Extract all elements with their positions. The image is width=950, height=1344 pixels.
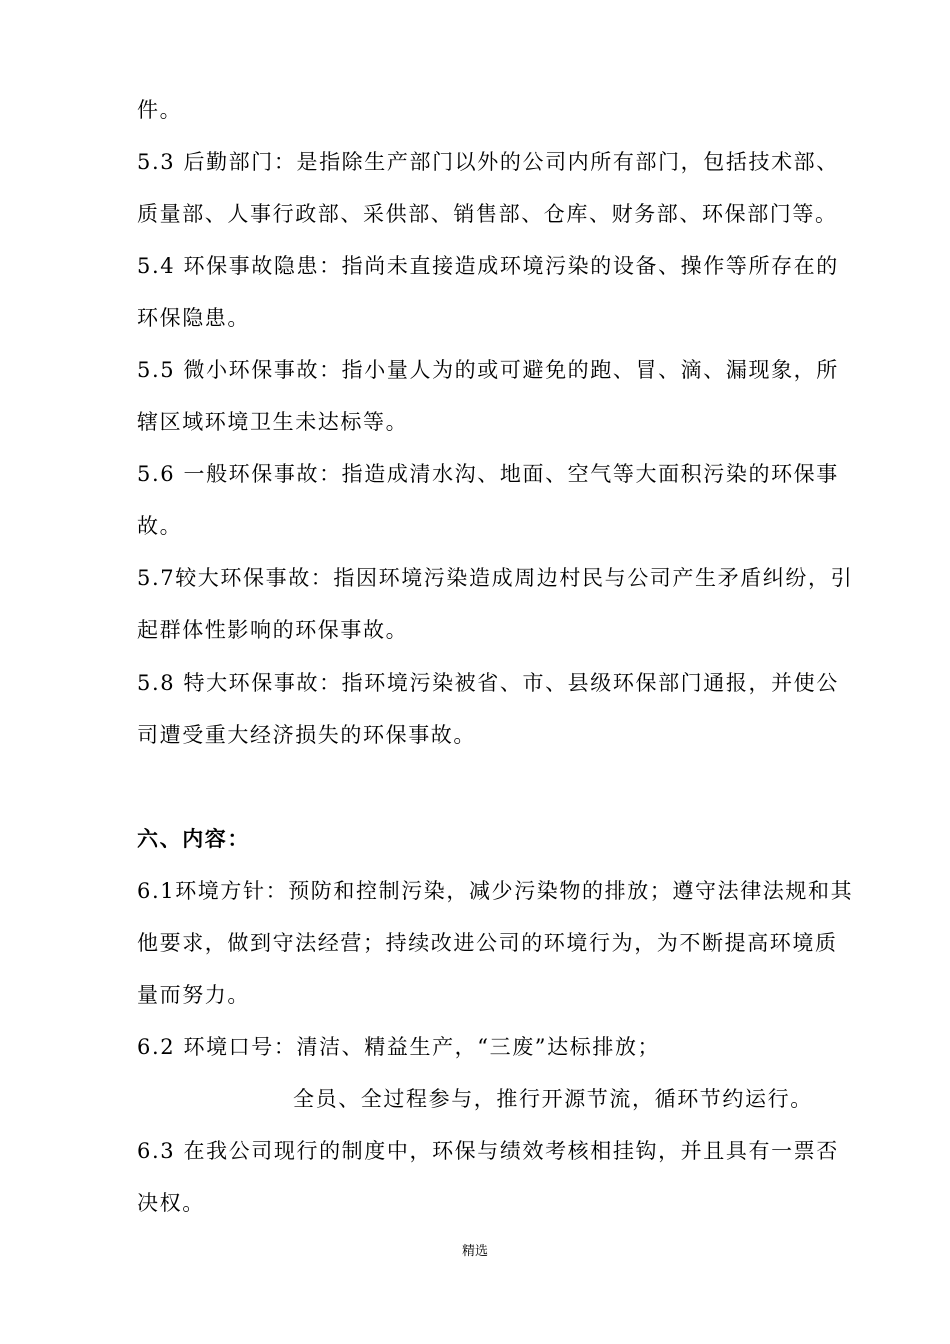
text-line: 6.3 在我公司现行的制度中，环保与绩效考核相挂钩，并且具有一票否 <box>137 1139 839 1163</box>
text-line: 6.2 环境口号：清洁、精益生产，“三废”达标排放； <box>137 1035 661 1059</box>
text-line: 起群体性影响的环保事故。 <box>137 618 409 642</box>
text-line: 6.1环境方针：预防和控制污染，减少污染物的排放；遵守法律法规和其 <box>137 879 854 903</box>
text-line: 件。 <box>137 98 183 122</box>
text-line: 5.7较大环保事故：指因环境污染造成周边村民与公司产生矛盾纠纷，引 <box>137 566 854 590</box>
section-heading: 六、内容： <box>137 826 250 851</box>
text-line: 5.6 一般环保事故：指造成清水沟、地面、空气等大面积污染的环保事 <box>137 462 839 486</box>
text-line: 5.5 微小环保事故：指小量人为的或可避免的跑、冒、滴、漏现象，所 <box>137 358 839 382</box>
text-line: 5.3 后勤部门：是指除生产部门以外的公司内所有部门，包括技术部、 <box>137 150 839 174</box>
text-line: 5.8 特大环保事故：指环境污染被省、市、县级环保部门通报，并使公 <box>137 671 839 695</box>
text-line-indented: 全员、全过程参与，推行开源节流，循环节约运行。 <box>293 1087 813 1111</box>
text-line: 环保隐患。 <box>137 306 250 330</box>
text-line: 量而努力。 <box>137 983 250 1007</box>
text-line: 他要求，做到守法经营；持续改进公司的环境行为，为不断提高环境质 <box>137 931 838 955</box>
text-line: 决权。 <box>137 1191 205 1215</box>
page-footer: 精选 <box>461 1244 488 1259</box>
text-line: 故。 <box>137 514 183 538</box>
text-line: 辖区域环境卫生未达标等。 <box>137 410 409 434</box>
text-line: 5.4 环保事故隐患：指尚未直接造成环境污染的设备、操作等所存在的 <box>137 254 839 278</box>
text-line: 司遭受重大经济损失的环保事故。 <box>137 723 476 747</box>
text-line: 质量部、人事行政部、采供部、销售部、仓库、财务部、环保部门等。 <box>137 202 838 226</box>
